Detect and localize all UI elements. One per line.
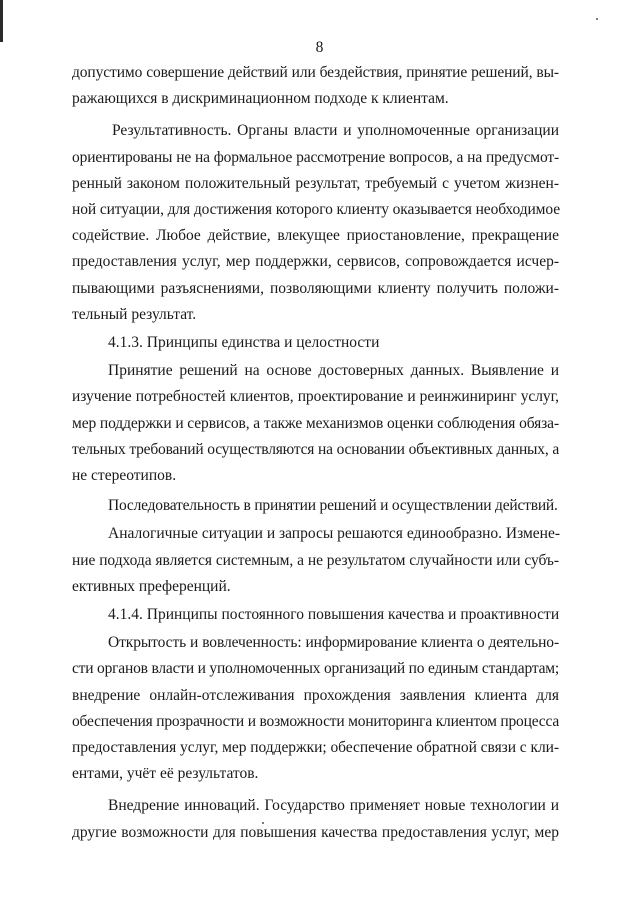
section-heading-4-1-4 [72, 602, 559, 628]
paragraph-effectiveness [72, 118, 559, 328]
text-line: пывающими разъяснениями, позволяющими клиенту получить положи- [72, 279, 559, 297]
text-line: Внедрение инноваций. Государство применяет новые технологии и [108, 797, 559, 815]
scan-speck [596, 18, 598, 20]
text-line: 4.1.4. Принципы постоянного повышения качества и проактивности [108, 606, 560, 624]
document-body [72, 60, 559, 846]
text-line: 4.1.3. Принципы единства и целостности [108, 334, 380, 352]
text-line: сти органов власти и уполномоченных организаций по единым стандартам; [72, 660, 559, 678]
text-line: содействие. Любое действие, влекущее приостановление, прекращение [72, 227, 559, 245]
section-heading-4-1-3 [72, 330, 559, 356]
scan-edge-mark [0, 0, 3, 42]
text-line: обеспечения прозрачности и возможности мониторинга клиентом процесса [72, 712, 559, 730]
text-line: ной ситуации, для достижения которого клиенту оказывается необходимое [72, 201, 561, 219]
text-line: ентами, учёт её результатов. [72, 765, 259, 783]
text-line: Последовательность в принятии решений и осуществлении действий. [108, 497, 558, 515]
page-number: 8 [315, 39, 324, 56]
paragraph-uniformity [72, 521, 559, 600]
text-line: ективных преференций. [72, 577, 231, 595]
text-line: Результативность. Органы власти и уполномоченные организации [112, 122, 559, 140]
text-line: ражающихся в дискриминационном подходе к клиентам. [72, 90, 449, 108]
text-line: мер поддержки и сервисов, а также механизмов оценки соблюдения обяза- [72, 414, 560, 432]
text-line: изучение потребностей клиентов, проектирование и реинжиниринг услуг, [72, 388, 559, 406]
text-line: не стереотипов. [72, 467, 177, 485]
text-line: ние подхода является системным, а не результатом случайности или субъ- [72, 551, 559, 569]
paragraph-data-driven [72, 358, 559, 489]
text-line: ориентированы не на формальное рассмотрение вопросов, а на предусмот- [72, 148, 559, 166]
text-line: другие возможности для повышения качества предоставления услуг, мер [72, 823, 559, 841]
paragraph-openness [72, 630, 559, 787]
text-line: Открытость и вовлеченность: информирование клиента о деятельно- [108, 634, 559, 652]
text-line: тельный результат. [72, 305, 197, 323]
text-line: допустимо совершение действий или бездействия, принятие решений, вы- [72, 64, 559, 81]
text-line: Принятие решений на основе достоверных данных. Выявление и [108, 362, 559, 380]
text-line: предоставления услуг, мер поддержки, сервисов, сопровождается исчер- [72, 253, 559, 271]
text-line: предоставления услуг, мер поддержки; обеспечение обратной связи с кли- [72, 739, 559, 757]
paragraph-consistency [72, 493, 559, 519]
text-line: ренный законом положительный результат, требуемый с учетом жизнен- [72, 174, 559, 192]
text-line: тельных требований осуществляются на основании объективных данных, а [72, 440, 559, 458]
paragraph-innovation [72, 793, 559, 845]
text-line: Аналогичные ситуации и запросы решаются единообразно. Измене- [108, 525, 561, 543]
text-line: внедрение онлайн-отслеживания прохождения заявления клиента для [72, 686, 559, 704]
paragraph-discrimination [72, 60, 559, 112]
